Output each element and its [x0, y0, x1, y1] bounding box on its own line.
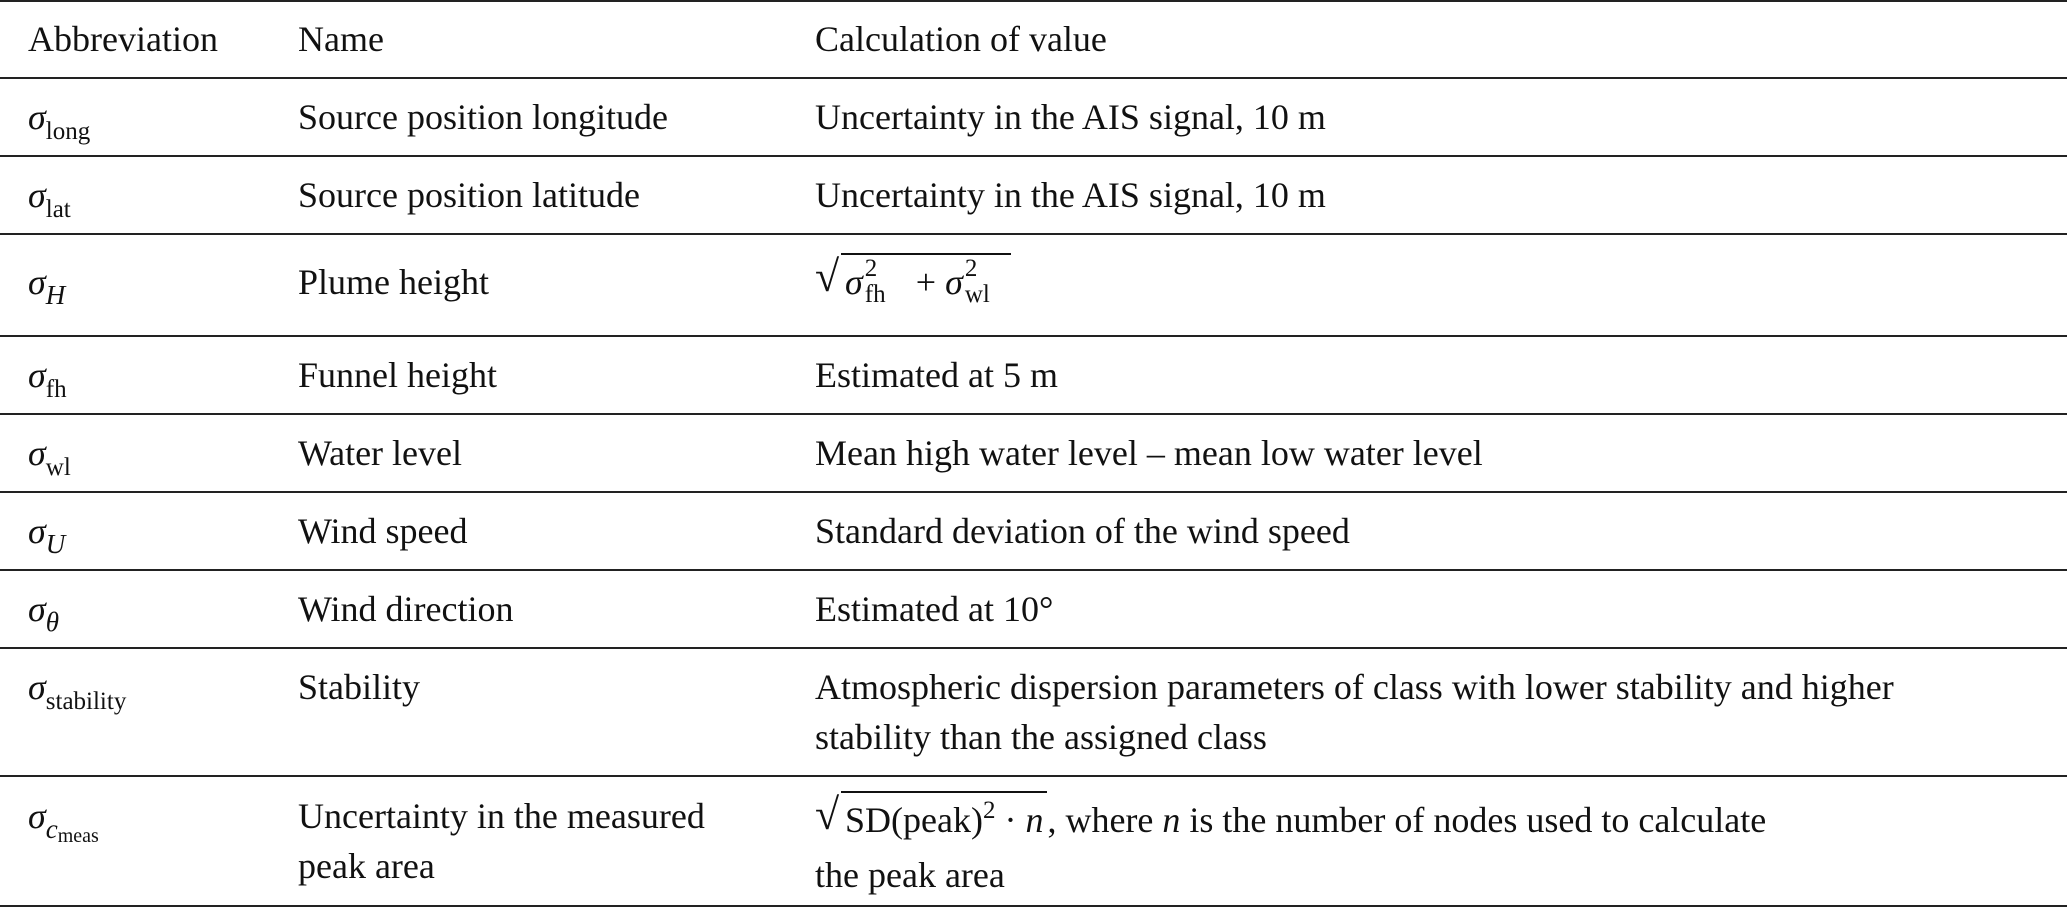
header-name: Name: [298, 19, 384, 59]
calculation-line-1: √ SD(peak)$^2$ · n , where n is the number of nodes used to calculate: [815, 791, 2047, 850]
calculation-cell: Uncertainty in the AIS signal, 10 m: [815, 97, 1326, 137]
calculation-cell: Standard deviation of the wind speed: [815, 511, 1350, 551]
name-cell: Water level: [298, 433, 463, 473]
abbreviation-cell: $\sigma_{lat}$: [28, 175, 71, 223]
calculation-line-2: the peak area: [815, 855, 1005, 895]
table-row: [0, 336, 2067, 414]
header-calculation: Calculation of value: [815, 19, 1107, 59]
table-row: [0, 648, 2067, 776]
calculation-cell: [815, 648, 2067, 776]
calculation-line-1: Atmospheric dispersion parameters of class with lower stability and higher: [815, 667, 1894, 707]
calculation-cell: Mean high water level – mean low water level: [815, 433, 1483, 473]
calculation-cell: [815, 776, 2067, 906]
name-cell: Plume height: [298, 262, 489, 302]
table-row: [0, 156, 2067, 234]
name-cell: [298, 776, 815, 906]
table-row: [0, 570, 2067, 648]
abbreviation-cell: $\sigma_{long}$: [28, 97, 91, 145]
calculation-cell: Estimated at 10°: [815, 589, 1054, 629]
name-line-2: peak area: [298, 846, 435, 886]
abbreviation-cell: $\sigma_H$: [28, 262, 66, 310]
abbreviation-cell: $\sigma_{wl}$: [28, 433, 71, 481]
table-row: [0, 78, 2067, 156]
abbreviation-cell: $\sigma_\theta$: [28, 589, 60, 637]
square-root-formula: √ σ 2 fh + σ 2 wl: [815, 253, 1011, 307]
name-cell: Source position latitude: [298, 175, 640, 215]
table-row: [0, 492, 2067, 570]
name-cell: Source position longitude: [298, 97, 668, 137]
calculation-line-2: stability than the assigned class: [815, 717, 1267, 757]
calculation-cell: Estimated at 5 m: [815, 355, 1058, 395]
table-header-row: [0, 1, 2067, 78]
abbreviation-cell: $\sigma_U$: [28, 511, 66, 559]
table-row: [0, 776, 2067, 906]
abbreviation-cell: $\sigma_{fh}$: [28, 355, 67, 403]
calculation-cell: Uncertainty in the AIS signal, 10 m: [815, 175, 1326, 215]
table-row: [0, 234, 2067, 336]
name-cell: Funnel height: [298, 355, 497, 395]
name-line-1: Uncertainty in the measured: [298, 796, 705, 836]
square-root-formula: √ SD(peak)$^2$ · n: [815, 791, 1047, 850]
header-abbreviation: Abbreviation: [28, 19, 218, 59]
abbreviation-cell: $\sigma_{cmeas}$: [28, 796, 99, 847]
calculation-cell: [815, 234, 2067, 336]
table-row: [0, 414, 2067, 492]
radical-sign-icon: √: [815, 252, 840, 301]
abbreviation-cell: $\sigma_{stability}$: [28, 667, 127, 715]
name-cell: Wind speed: [298, 511, 468, 551]
name-cell: Wind direction: [298, 589, 514, 629]
name-cell: Stability: [298, 667, 421, 707]
radical-sign-icon: √: [815, 790, 840, 839]
